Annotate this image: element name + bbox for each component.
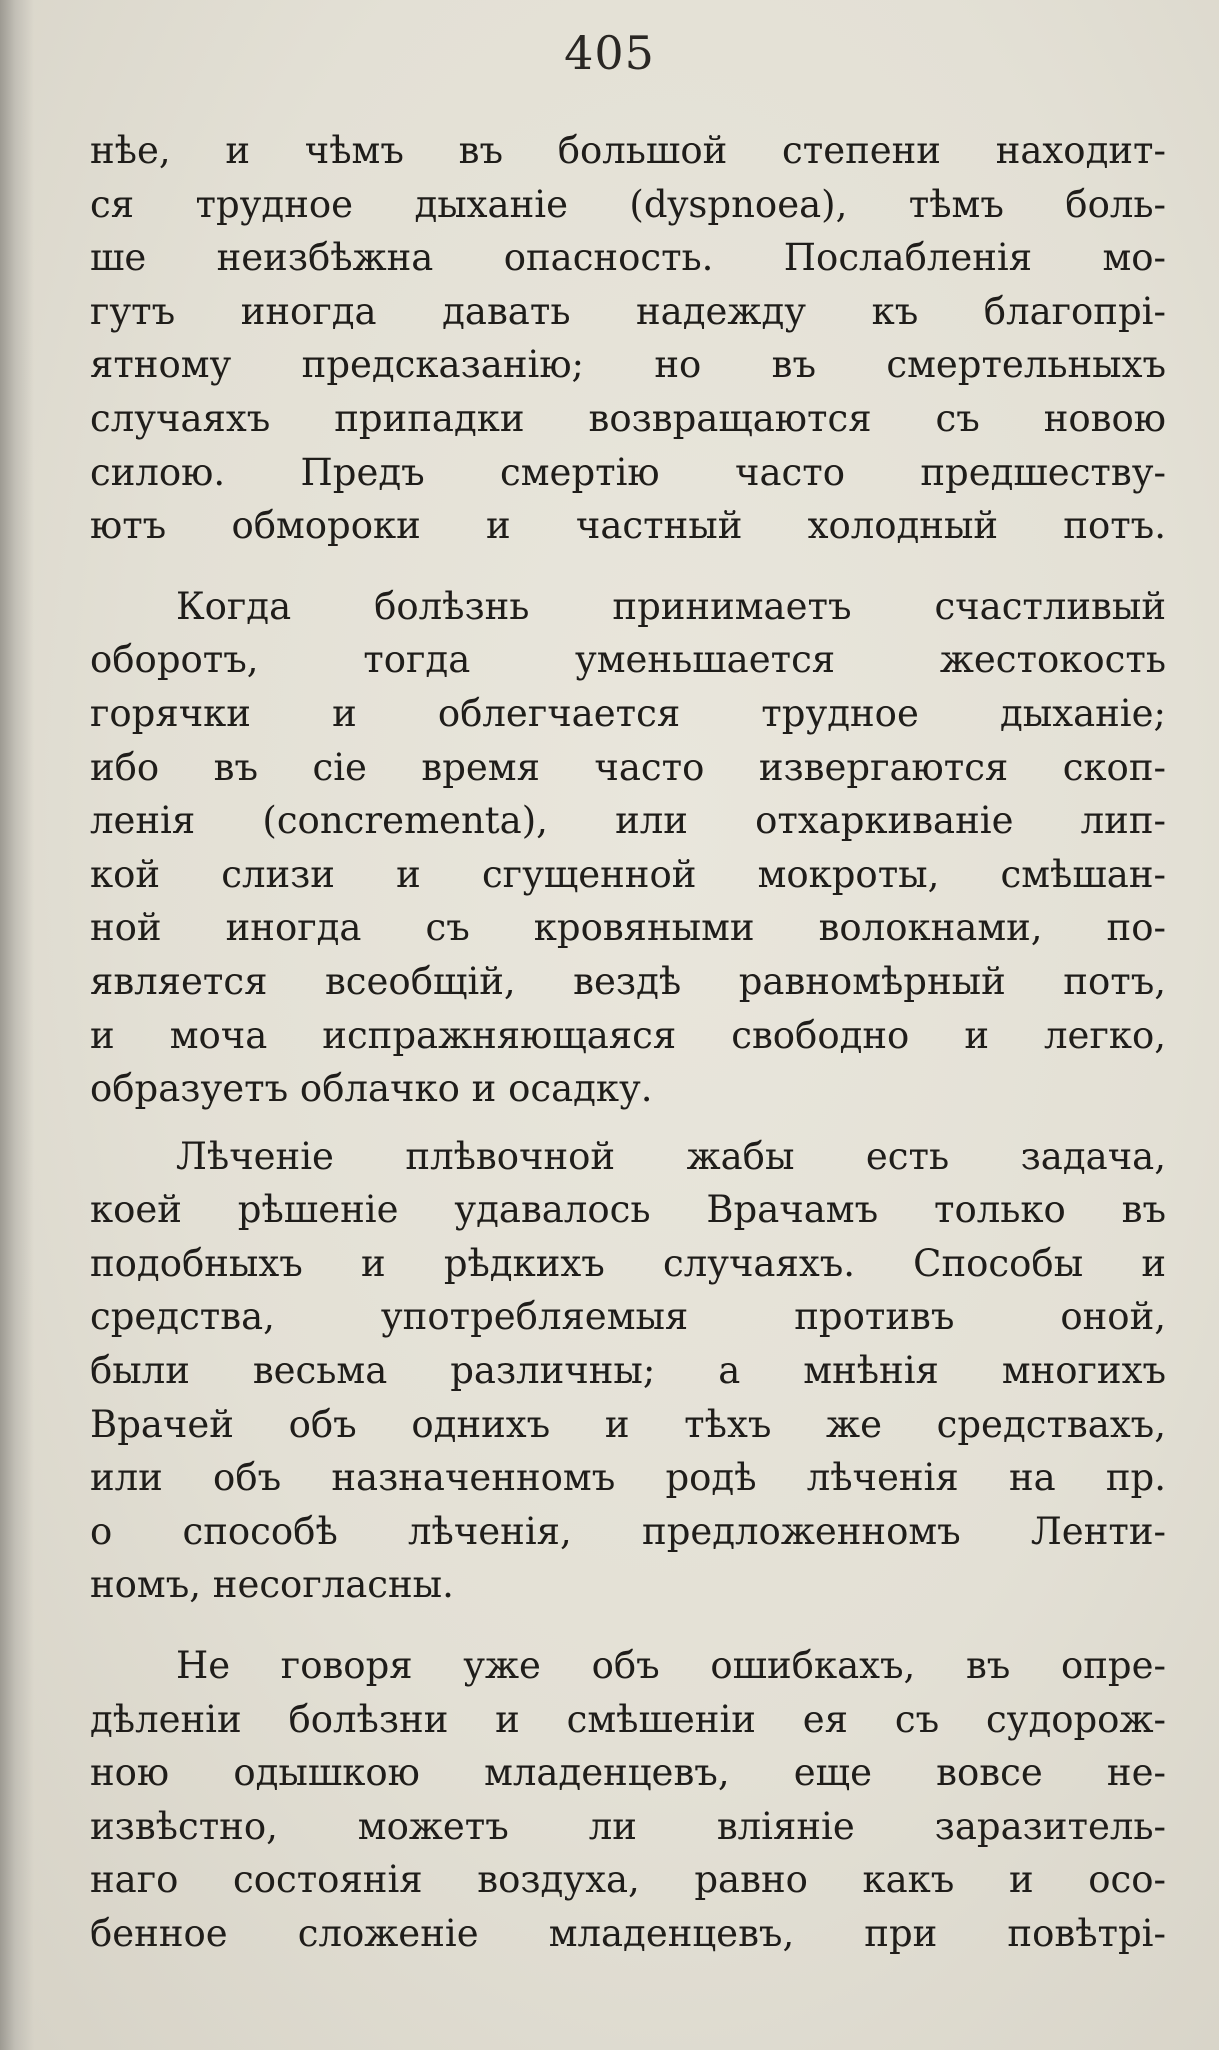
paragraph — [90, 580, 1166, 1116]
text-line: Лѣченіе плѣвочной жабы есть задача, — [176, 1134, 1166, 1178]
text-line: ютъ обмороки и частный холодный потъ. — [90, 504, 1166, 548]
paragraph-spacer — [90, 1116, 1166, 1130]
paragraph-spacer — [90, 553, 1166, 580]
paragraph-spacer — [90, 1612, 1166, 1639]
text-line: о способѣ лѣченія, предложенномъ Ленти- — [90, 1509, 1166, 1553]
text-line: Не говоря уже объ ошибкахъ, въ опре- — [176, 1644, 1166, 1688]
paragraph — [90, 124, 1166, 553]
text-line: оборотъ, тогда уменьшается жестокость — [90, 638, 1166, 682]
text-line: были весьма различны; а мнѣнія многихъ — [90, 1349, 1166, 1393]
text-line: ся трудное дыханіе (dyspnoea), тѣмъ боль- — [90, 182, 1166, 226]
text-line: кой слизи и сгущенной мокроты, смѣшан- — [90, 852, 1166, 896]
page-text — [90, 124, 1166, 1961]
page-number: 405 — [564, 26, 655, 80]
text-line: ленія (concrementa), или отхаркиваніе лип- — [90, 799, 1166, 843]
text-line: нѣе, и чѣмъ въ большой степени находит- — [90, 129, 1166, 172]
text-line: ною одышкою младенцевъ, еще вовсе не- — [90, 1751, 1166, 1795]
page-edge-shadow — [0, 0, 34, 2050]
text-line: наго состоянія воздуха, равно какъ и осо- — [90, 1858, 1166, 1902]
text-line: горячки и облегчается трудное дыханіе; — [90, 691, 1166, 735]
text-line: бенное сложеніе младенцевъ, при повѣтрі- — [90, 1912, 1166, 1955]
text-line: и моча испражняющаяся свободно и легко, — [90, 1013, 1166, 1057]
text-line: или объ назначенномъ родѣ лѣченія на пр. — [90, 1456, 1166, 1500]
text-line: номъ, несогласны. — [90, 1563, 454, 1607]
text-line: дѣленіи болѣзни и смѣшеніи ея съ судорож- — [90, 1697, 1166, 1741]
text-line: коей рѣшеніе удавалось Врачамъ только въ — [90, 1188, 1166, 1232]
text-line: Врачей объ однихъ и тѣхъ же средствахъ, — [90, 1402, 1166, 1446]
text-line: является всеобщій, вездѣ равномѣрный потъ, — [90, 959, 1166, 1003]
text-line: ятному предсказанію; но въ смертельныхъ — [90, 343, 1166, 387]
text-line: ибо въ сіе время часто извергаются скоп- — [90, 745, 1166, 789]
text-line: ше неизбѣжна опасность. Послабленія мо- — [90, 236, 1166, 280]
text-line: силою. Предъ смертію часто предшеству- — [90, 450, 1166, 494]
text-line: гутъ иногда давать надежду къ благопрі- — [90, 289, 1166, 333]
text-line: Когда болѣзнь принимаетъ счастливый — [176, 584, 1166, 628]
text-line: образуетъ облачко и осадку. — [90, 1067, 653, 1111]
text-line: извѣстно, можетъ ли вліяніе заразитель- — [90, 1804, 1166, 1848]
text-line: подобныхъ и рѣдкихъ случаяхъ. Способы и — [90, 1241, 1166, 1285]
paragraph — [90, 1130, 1166, 1612]
text-line: случаяхъ припадки возвращаются съ новою — [90, 396, 1166, 440]
paragraph — [90, 1639, 1166, 1961]
text-line: ной иногда съ кровяными волокнами, по- — [90, 906, 1166, 950]
text-line: средства, употребляемыя противъ оной, — [90, 1295, 1166, 1339]
